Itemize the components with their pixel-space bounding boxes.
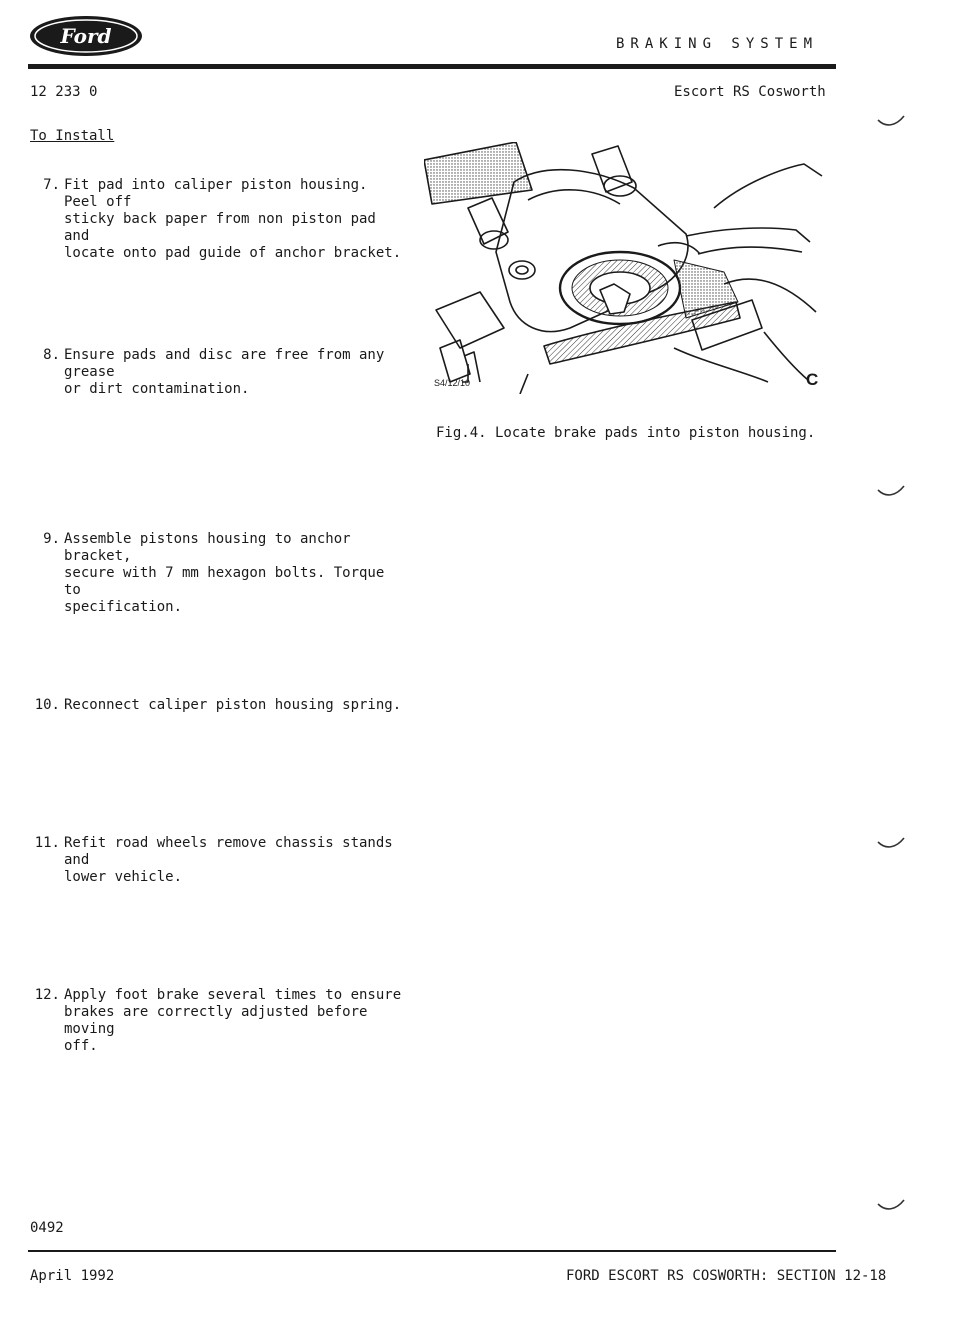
binder-mark-icon (876, 1198, 906, 1212)
step-number: 7. (43, 177, 60, 193)
ford-logo-wordmark: Ford (60, 24, 112, 48)
header-rule (28, 64, 836, 69)
step-text: Reconnect caliper piston housing spring. (64, 697, 402, 713)
vehicle-name: Escort RS Cosworth (674, 84, 826, 100)
step-text: Refit road wheels remove chassis stands and lower vehicle. (64, 835, 393, 885)
ford-logo (28, 14, 144, 58)
instruction-step (26, 818, 416, 886)
binder-mark-icon (876, 836, 906, 850)
footer-rule (28, 1250, 836, 1252)
binder-mark-icon (876, 484, 906, 498)
instruction-step (26, 680, 416, 714)
instruction-step (26, 970, 416, 1055)
step-number: 10. (34, 697, 60, 713)
publication-date: April 1992 (30, 1268, 115, 1284)
footer-section-label: FORD ESCORT RS COSWORTH: SECTION 12-18 (566, 1268, 887, 1284)
step-text: Fit pad into caliper piston housing. Peel off sticky back paper from non piston pad and locate onto pad guide of anchor bracket. (64, 177, 402, 261)
document-code: 12 233 0 (30, 84, 98, 100)
step-number: 9. (43, 531, 60, 547)
figure-callout-letter: C (806, 370, 819, 389)
step-text: Apply foot brake several times to ensure brakes are correctly adjusted before moving off. (64, 987, 402, 1054)
brake-caliper-illustration (424, 142, 832, 394)
instruction-step (26, 160, 416, 262)
instruction-step (26, 514, 416, 616)
step-text: Assemble pistons housing to anchor bracket, secure with 7 mm hexagon bolts. Torque to specification. (64, 531, 385, 615)
figure-caption: Fig.4. Locate brake pads into piston housing. (436, 425, 816, 441)
step-text: Ensure pads and disc are free from any grease or dirt contamination. (64, 347, 385, 397)
step-number: 8. (43, 347, 60, 363)
step-number: 11. (34, 835, 60, 851)
figure-reference-code: S4/12/10 (434, 378, 471, 388)
page-code: 0492 (30, 1220, 64, 1236)
instruction-step (26, 330, 416, 398)
binder-mark-icon (876, 114, 906, 128)
section-heading: To Install (30, 128, 115, 144)
page-header-title: BRAKING SYSTEM (616, 36, 819, 52)
step-number: 12. (34, 987, 60, 1003)
